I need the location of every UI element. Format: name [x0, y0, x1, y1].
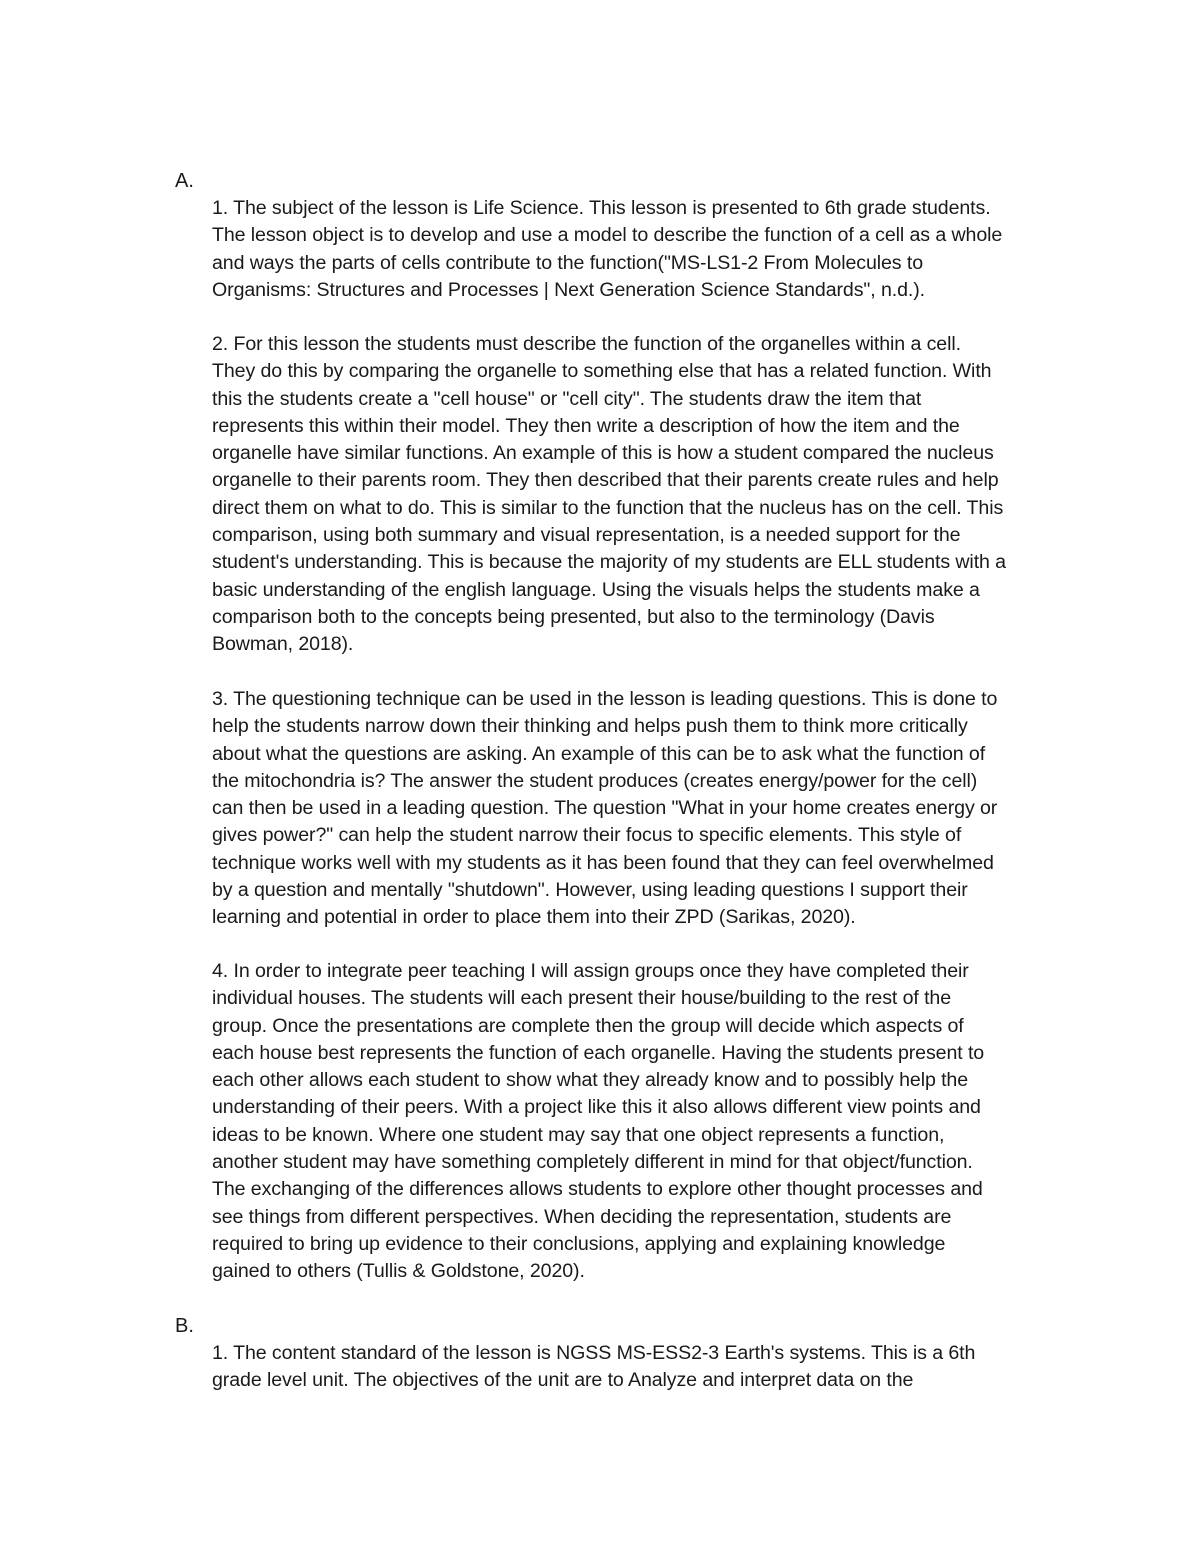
section-a-paragraph-2: 2. For this lesson the students must describe the function of the organelles within a cell. They do this by comparing the organelle to something else that has a related function. With this the students create a "cell house" or "cell city". The students draw the item that represents this within their model. They then write a description of how the item and the organelle have similar functions. An example of this is how a student compared the nucleus organelle to their parents room. They then described that their parents create rules and help direct them on what to do. This is similar to the function that the nucleus has on the cell. This comparison, using both summary and visual representation, is a needed support for the student's understanding. This is because the majority of my students are ELL students with a basic understanding of the english language. Using the visuals helps the students make a comparison both to the concepts being presented, but also to the terminology (Davis Bowman, 2018).: [212, 333, 1006, 656]
section-a-paragraph-4: 4. In order to integrate peer teaching I will assign groups once they have completed their individual houses. The students will each present their house/building to the rest of the group. Once the presentations are complete then the group will decide which aspects of each house best represents the function of each organelle. Having the students present to each other allows each student to show what they already know and to possibly help the understanding of their peers. With a project like this it also allows different view points and ideas to be known. Where one student may say that one object represents a function, another student may have something completely different in mind for that object/function. The exchanging of the differences allows students to explore other thought processes and see things from different perspectives. When deciding the representation, students are required to bring up evidence to their conclusions, applying and explaining knowledge gained to others (Tullis & Goldstone, 2020).: [212, 960, 985, 1283]
section-b-paragraph-1: 1. The content standard of the lesson is NGSS MS-ESS2-3 Earth's systems. This is a 6th grade level unit. The objectives of the unit are to Analyze and interpret data on the: [212, 1342, 976, 1392]
section-a-paragraph-3: 3. The questioning technique can be used in the lesson is leading questions. This is done to help the students narrow down their thinking and helps push them to think more critically about what the questions are asking. An example of this can be to ask what the function of the mitochondria is? The answer the student produces (creates energy/power for the cell) can then be used in a leading question. The question "What in your home creates energy or gives power?" can help the student narrow their focus to specific elements. This style of technique works well with my students as it has been found that they can feel overwhelmed by a question and mentally "shutdown". However, using leading questions I support their learning and potential in order to place them into their ZPD (Sarikas, 2020).: [212, 688, 998, 929]
section-a-label: A.: [175, 170, 194, 192]
section-a-paragraph-1: 1. The subject of the lesson is Life Science. This lesson is presented to 6th grade students. The lesson object is to develop and use a model to describe the function of a cell as a whole and ways the parts of cells contribute to the function("MS-LS1-2 From Molecules to Organisms: Structures and Processes | Next Generation Science Standards", n.d.).: [212, 197, 1003, 301]
section-b-label: B.: [175, 1315, 194, 1337]
